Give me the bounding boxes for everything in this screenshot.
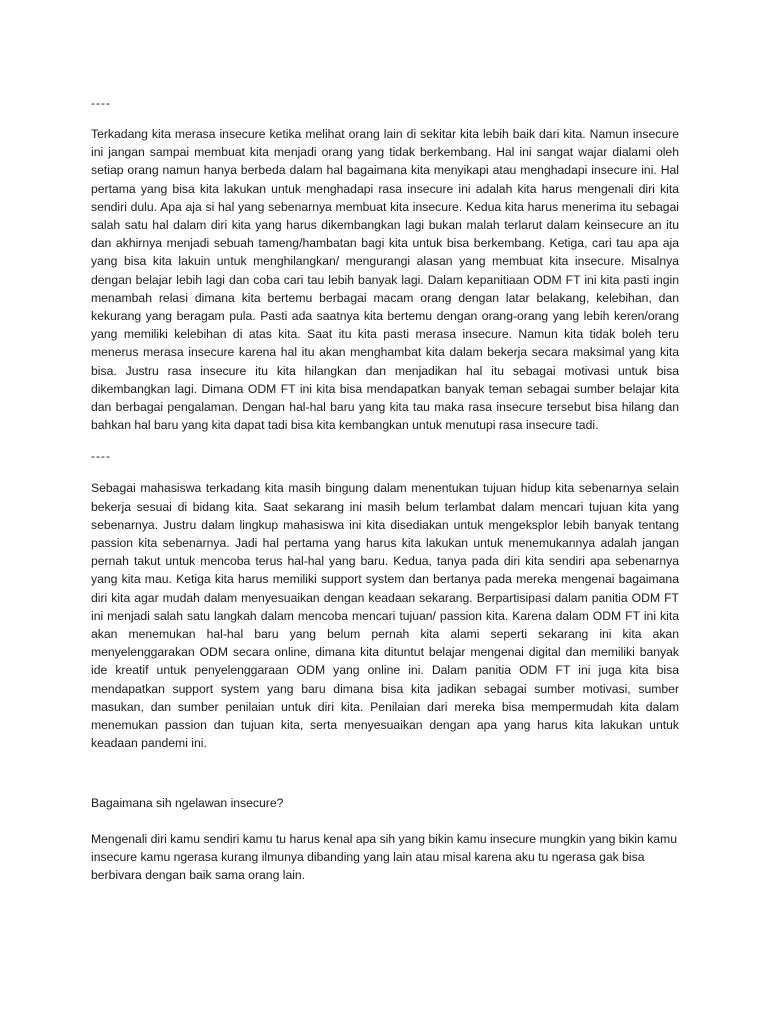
paragraph-know-yourself: Mengenali diri kamu sendiri kamu tu harus kenal apa sih yang bikin kamu insecure mungkin yang bikin kamu insecure kamu ngerasa kurang ilmunya dibanding yang lain atau misal karena aku tu ngerasa gak bisa berbivara dengan baik sama orang lain. <box>91 831 677 882</box>
separator: ---- <box>91 449 111 464</box>
paragraph-insecure-reflection: Terkadang kita merasa insecure ketika melihat orang lain di sekitar kita lebih baik dari kita. Namun insecure ini jangan sampai membuat kita menjadi orang yang tidak berkembang. Hal ini sangat wajar dialami oleh setiap orang namun hanya berbeda dalam hal bagaimana kita menyikapi atau menghadapi insecure ini. Hal pertama yang bisa kita lakukan untuk menghadapi rasa insecure ini adalah kita harus mengenali diri kita sendiri dulu. Apa aja si hal yang sebenarnya membuat kita insecure. Kedua kita harus menerima itu sebagai salah satu hal dalam diri kita yang harus dikembangkan lagi bukan malah terlarut dalam keinsecure an itu dan akhirnya menjadi sebuah tameng/hambatan bagi kita untuk bisa berkembang. Ketiga, cari tau apa aja yang bisa kita lakuin untuk menghilangkan/ mengurangi alasan yang membuat kita insecure. Misalnya dengan belajar lebih lagi dan coba cari tau lebih banyak lagi. Dalam kepanitiaan ODM FT ini kita pasti ingin menambah relasi dimana kita bertemu berbagai macam orang dengan latar belakang, kelebihan, dan kekurang yang beragam pula. Pasti ada saatnya kita bertemu dengan orang-orang yang lebih keren/orang yang memiliki kelebihan di atas kita. Saat itu kita pasti merasa insecure. Namun kita tidak boleh teru menerus merasa insecure karena hal itu akan menghambat kita dalam bekerja secara maksimal yang kita bisa. Justru rasa insecure itu kita hilangkan dan menjadikan hal itu sebagai motivasi untuk bisa dikembangkan lagi. Dimana ODM FT ini kita bisa mendapatkan banyak teman sebagai sumber belajar kita dan berbagai pengalaman. Dengan hal-hal baru yang kita tau maka rasa insecure tersebut bisa hilang dan bahkan hal baru yang kita dapat tadi bisa kita kembangkan untuk menutupi rasa insecure tadi. <box>91 127 679 433</box>
section-heading: Bagaimana sih ngelawan insecure? <box>91 795 284 810</box>
paragraph-student-purpose: Sebagai mahasiswa terkadang kita masih bingung dalam menentukan tujuan hidup kita sebenarnya selain bekerja sesuai di bidang kita. Saat sekarang ini masih belum terlambat dalam mencari tujuan kita yang sebenarnya. Justru dalam lingkup mahasiswa ini kita disediakan untuk mengeksplor lebih banyak tentang passion kita sebenarnya. Jadi hal pertama yang harus kita lakukan untuk menemukannya adalah jangan pernah takut untuk mencoba terus hal-hal yang baru. Kedua, tanya pada diri kita sendiri apa sebenarnya yang kita mau. Ketiga kita harus memiliki support system dan bertanya pada mereka mengenai bagaimana diri kita agar mudah dalam menyesuaikan dengan keadaan sekarang. Berpartisipasi dalam panitia ODM FT ini menjadi salah satu langkah dalam mencoba mencari tujuan/ passion kita. Karena dalam ODM FT ini kita akan menemukan hal-hal baru yang belum pernah kita alami seperti sekarang ini kita akan menyelenggarakan ODM secara online, dimana kita dituntut belajar mengenai digital dan memiliki banyak ide kreatif untuk penyelenggaraan ODM yang online ini. Dalam panitia ODM FT ini juga kita bisa mendapatkan support system yang baru dimana bisa kita jadikan sebagai sumber motivasi, sumber masukan, dan sumber penilaian untuk diri kita. Penilaian dari mereka bisa mempermudah kita dalam menemukan passion dan tujuan kita, serta menyesuaikan dengan apa yang harus kita lakukan untuk keadaan pandemi ini. <box>91 481 679 751</box>
document-body <box>91 94 679 884</box>
separator: ---- <box>91 96 111 110</box>
